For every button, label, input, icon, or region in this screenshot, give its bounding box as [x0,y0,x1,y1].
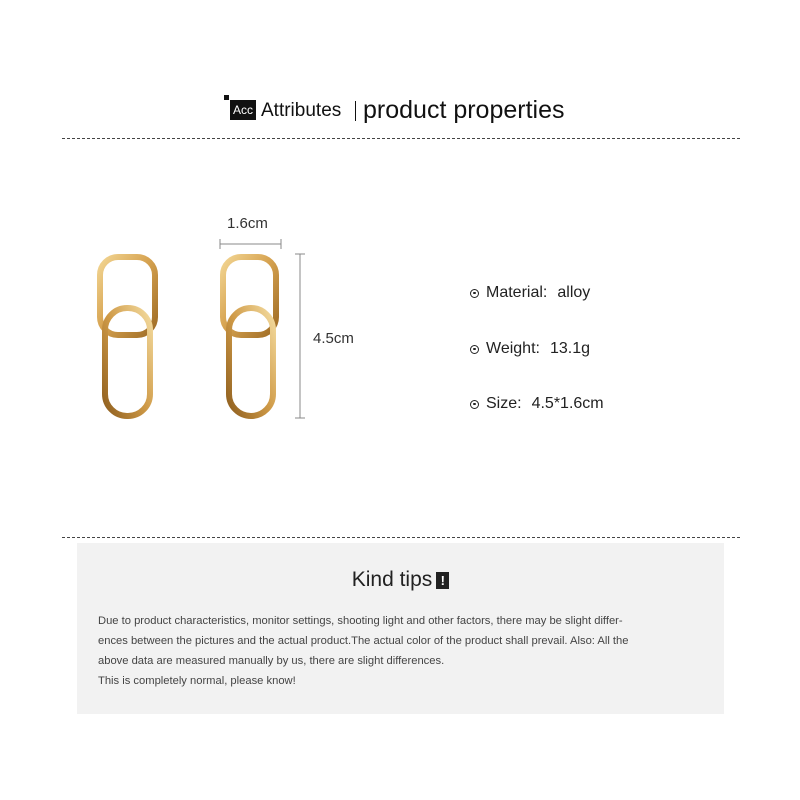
bullet-icon [470,400,479,409]
kind-tips-heading [77,568,724,592]
left-earring [100,257,155,416]
dashed-divider-top [62,138,740,139]
right-earring [223,257,276,416]
width-dimension-line [220,239,281,249]
kind-tips-panel [77,543,724,714]
kind-tips-title: Kind tips [351,568,433,591]
tips-line: This is completely normal, please know! [98,675,296,687]
width-label: 1.6cm [227,215,268,232]
dashed-divider-bottom [62,537,740,538]
bullet-icon [470,289,479,298]
attribute-weight [470,340,590,358]
tips-line: Due to product characteristics, monitor settings, shooting light and other factors, there may be slight differ- [98,615,623,627]
earrings-image [80,200,320,430]
tips-line: ences between the pictures and the actual product.The actual color of the product shall prevail. Also: All the [98,635,629,647]
attribute-value: 4.5*1.6cm [531,395,604,412]
height-dimension-line [295,254,305,418]
header-attributes-label: Attributes [261,100,342,121]
attribute-label: Weight: [486,340,540,357]
header-divider [355,101,356,121]
tips-line: above data are measured manually by us, there are slight differences. [98,655,445,667]
attribute-material [470,284,590,302]
header-badge: Acc [230,100,256,120]
bullet-icon [470,345,479,354]
page-title: product properties [363,96,565,124]
attribute-value: alloy [557,284,591,301]
attribute-label: Size: [486,395,522,412]
height-label: 4.5cm [313,330,354,347]
exclamation-icon: ! [436,572,449,589]
attribute-label: Material: [486,284,548,301]
kind-tips-text [98,611,710,691]
header-dot [224,95,229,100]
attribute-value: 13.1g [549,340,590,357]
attribute-size [470,395,604,413]
